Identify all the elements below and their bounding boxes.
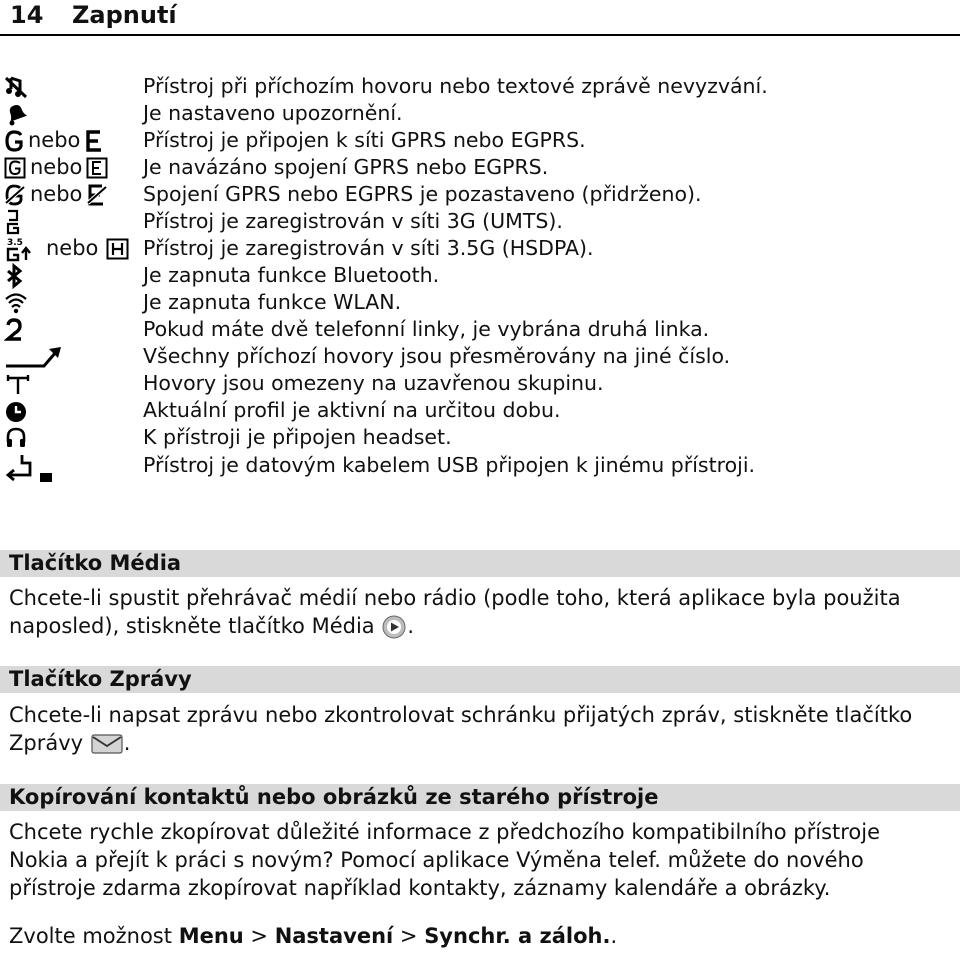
nebo-word: nebo: [30, 182, 83, 206]
indicator-row: [0, 235, 960, 262]
indicator-row: [0, 154, 960, 181]
indicator-text: Je navázáno spojení GPRS nebo EGPRS.: [143, 155, 549, 179]
media-key-heading-bar: [0, 550, 960, 577]
3.5g-icon: [4, 236, 34, 262]
copy-contacts-instruction: [9, 922, 954, 950]
media-key-paragraph: [9, 584, 954, 640]
indicator-row: [0, 73, 960, 100]
egprs-suspended-icon: [86, 183, 108, 207]
indicator-text: K přístroji je připojen headset.: [143, 425, 452, 449]
menu-path-menu: Menu: [178, 924, 244, 948]
paragraph-line: Chcete rychle zkopírovat důležité informace z předchozího kompatibilního přístroje: [9, 820, 881, 844]
alarm-bell-icon: [4, 102, 30, 126]
message-key-paragraph: [9, 701, 954, 757]
indicator-text: Je nastaveno upozornění.: [143, 101, 403, 125]
indicator-text: Aktuální profil je aktivní na určitou dobu.: [143, 398, 561, 422]
section-heading: Tlačítko Média: [9, 551, 182, 575]
wlan-icon: [4, 290, 28, 316]
envelope-icon: [90, 732, 124, 756]
line-2-icon: [4, 317, 26, 343]
indicator-text: Přístroj je připojen k síti GPRS nebo EGPRS.: [143, 128, 586, 152]
menu-path-sync-backup: Synchr. a záloh.: [424, 924, 611, 948]
gprs-suspended-icon: [4, 183, 26, 207]
indicator-row: [0, 370, 960, 397]
nebo-word: nebo: [30, 155, 83, 179]
media-play-icon: [381, 614, 407, 640]
chapter-title: Zapnutí: [72, 1, 177, 29]
gprs-g-icon: [4, 129, 24, 153]
indicator-row: [0, 181, 960, 208]
indicator-row: [0, 289, 960, 316]
indicator-text: Přístroj při příchozím hovoru nebo textové zprávě nevyzvání.: [143, 74, 768, 98]
usb-connection-icon: [4, 451, 56, 483]
paragraph-line: Nokia a přejít k práci s novým? Pomocí aplikace Výměna telef. můžete do nového: [9, 848, 864, 872]
paragraph-line: naposled), stiskněte tlačítko Média: [9, 614, 375, 638]
indicator-text: Přístroj je zaregistrován v síti 3.5G (HSDPA).: [143, 236, 594, 260]
timed-profile-icon: [4, 398, 28, 424]
indicator-text: Přístroj je datovým kabelem USB připojen k jinému přístroji.: [143, 453, 756, 477]
indicator-text: Všechny příchozí hovory jsou přesměrovány na jiné číslo.: [143, 344, 731, 368]
paragraph-line: Zprávy: [9, 731, 84, 755]
copy-contacts-heading-bar: [0, 784, 960, 811]
indicator-row: [0, 127, 960, 154]
page-header: [0, 0, 960, 36]
paragraph-punct: .: [610, 924, 618, 948]
closed-user-group-icon: [4, 371, 32, 397]
egprs-e-icon: [84, 129, 104, 153]
paragraph-punct: .: [123, 731, 131, 755]
section-heading: Tlačítko Zprávy: [9, 667, 192, 691]
nebo-word: nebo: [28, 128, 81, 152]
indicator-row: [0, 262, 960, 289]
hsdpa-h-icon: [106, 237, 130, 261]
path-separator: >: [393, 924, 425, 948]
indicator-row: [0, 424, 960, 451]
call-divert-icon: [4, 344, 64, 370]
indicator-text: Je zapnuta funkce WLAN.: [143, 290, 402, 314]
menu-path-settings: Nastavení: [274, 924, 394, 948]
indicator-row: [0, 316, 960, 343]
indicator-text: Hovory jsou omezeny na uzavřenou skupinu.: [143, 371, 604, 395]
indicator-row: [0, 208, 960, 235]
path-separator: >: [243, 924, 275, 948]
indicator-text: Je zapnuta funkce Bluetooth.: [143, 263, 440, 287]
indicator-text: Pokud máte dvě telefonní linky, je vybrána druhá linka.: [143, 317, 710, 341]
indicator-text: Spojení GPRS nebo EGPRS je pozastaveno (přidrženo).: [143, 182, 702, 206]
message-key-heading-bar: [0, 666, 960, 693]
3g-icon: [4, 209, 24, 235]
paragraph-line: Chcete-li napsat zprávu nebo zkontrolovat schránku přijatých zpráv, stiskněte tlačítko: [9, 703, 913, 727]
svg-text:3.5: 3.5: [7, 237, 23, 248]
paragraph-line: Chcete-li spustit přehrávač médií nebo rádio (podle toho, která aplikace byla použita: [9, 586, 901, 610]
gprs-g-boxed-icon: [4, 156, 26, 180]
paragraph-punct: .: [407, 614, 415, 638]
copy-contacts-paragraph: [9, 818, 954, 902]
instruction-text: Zvolte možnost: [9, 924, 172, 948]
section-heading: Kopírování kontaktů nebo obrázků ze starého přístroje: [9, 785, 659, 809]
indicator-text: Přístroj je zaregistrován v síti 3G (UMTS).: [143, 209, 563, 233]
indicator-row: [0, 343, 960, 370]
page-number: 14: [10, 1, 44, 29]
paragraph-line: přístroje zdarma zkopírovat například kontakty, záznamy kalendáře a obrázky.: [9, 876, 831, 900]
indicator-row: [0, 397, 960, 424]
indicator-row: [0, 100, 960, 127]
indicator-row: [0, 451, 960, 481]
headset-icon: [4, 425, 28, 451]
nebo-word: nebo: [46, 236, 99, 260]
bluetooth-icon: [4, 263, 26, 289]
egprs-e-boxed-icon: [86, 156, 108, 180]
silent-icon: [4, 75, 28, 99]
